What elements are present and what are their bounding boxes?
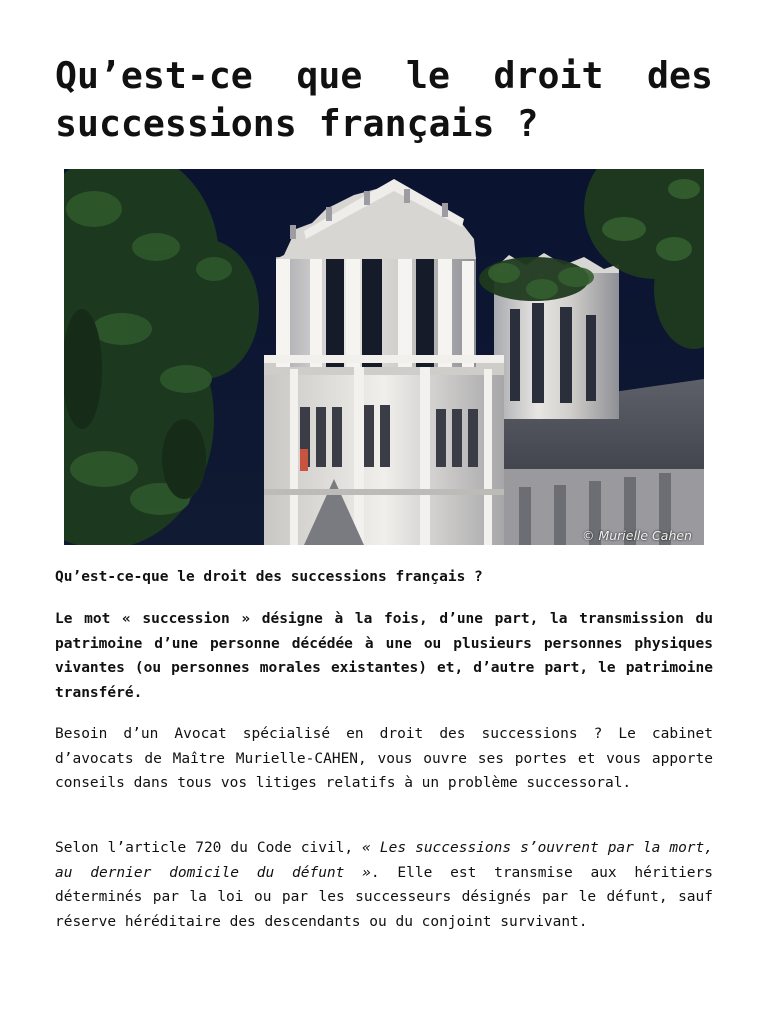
paragraph-3-rest: . Elle est transmise aux héritiers déterminés par la loi ou par les successeurs désignés par le défunt, sauf réserve héréditaire des descendants ou du conjoint survivant.	[55, 864, 713, 931]
article-title: Qu’est-ce que le droit des successions français ?	[55, 54, 713, 145]
paragraph-3-intro: Selon l’article 720 du Code civil,	[55, 840, 363, 856]
article-subheading: Qu’est-ce-que le droit des successions français ?	[55, 569, 483, 585]
photo-credit: © Murielle Cahen	[581, 528, 692, 543]
body-paragraph-3	[55, 836, 713, 935]
cathedral-illustration	[64, 169, 704, 545]
code-civil-quote: « Les successions s’ouvrent par la mort, au dernier domicile du défunt »	[55, 840, 713, 881]
body-paragraph-2: Besoin d’un Avocat spécialisé en droit des successions ? Le cabinet d’avocats de Maître Murielle-CAHEN, vous ouvre ses portes et vous apporte conseils dans tous vos litiges relatifs à un problème successoral.	[55, 726, 713, 791]
lead-paragraph: Le mot « succession » désigne à la fois, d’une part, la transmission du patrimoine d’une personne décédée à une ou plusieurs personnes physiques vivantes (ou personnes morales existantes) et, d’autre part, le patrimoine transféré.	[55, 611, 713, 702]
notre-dame-photo	[64, 169, 704, 545]
